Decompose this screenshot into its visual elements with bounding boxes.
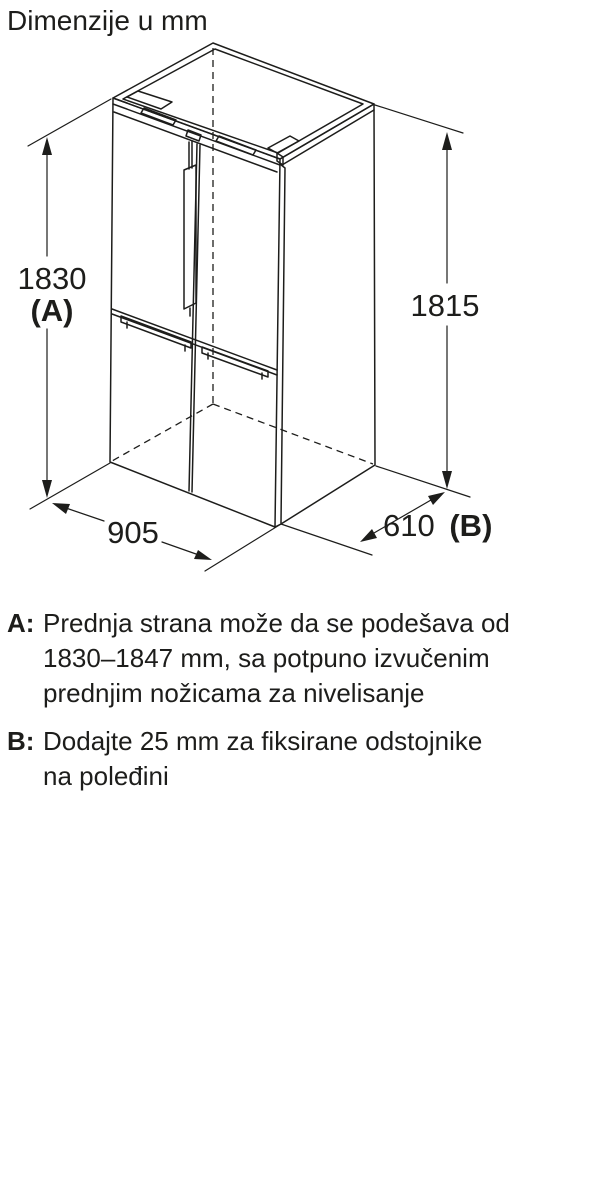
front-face [110, 98, 280, 527]
dim-height-front-value: 1830 [17, 261, 87, 296]
note-a-label: A: [7, 608, 35, 638]
note-b [7, 724, 595, 794]
arrow-905-left [52, 503, 70, 514]
arrow-1815-up [442, 132, 452, 150]
note-b-body [43, 724, 595, 794]
door-side-edge [280, 164, 285, 523]
arrow-610-right [428, 492, 445, 505]
side-face [275, 104, 375, 527]
arrow-610-left [360, 529, 377, 542]
note-a-line-3: prednjim nožicama za nivelisanje [43, 678, 425, 708]
ext-line-bottom-left [30, 463, 110, 509]
note-b-line-1: Dodajte 25 mm za fiksirane odstojnike [43, 726, 483, 756]
note-b-line-2: na poleđini [43, 761, 169, 791]
door-divider-gap [189, 144, 200, 492]
dim-depth-value: 610 [383, 508, 435, 543]
bottom-back-left-edge [112, 404, 213, 461]
arrow-1830-up [42, 137, 52, 155]
door-top-edge [114, 112, 277, 172]
note-a-body [43, 606, 595, 711]
dim-height-front-suffix: (A) [30, 293, 74, 328]
bottom-back-right-edge [213, 404, 373, 464]
dimension-labels [18, 261, 493, 550]
page-title: Dimenzije u mm [7, 5, 208, 36]
dimension-lines [28, 99, 470, 571]
arrow-1815-down [442, 471, 452, 489]
ext-line-top-right [375, 105, 463, 133]
ext-line-top-left [28, 99, 111, 146]
arrowheads [42, 132, 452, 560]
ext-line-width-front [205, 524, 281, 571]
note-a-line-1: Prednja strana može da se podešava od [43, 608, 510, 638]
arrow-1830-down [42, 480, 52, 498]
dim-height-side-value: 1815 [410, 288, 480, 323]
note-a-line-2: 1830–1847 mm, sa potpuno izvučenim [43, 643, 490, 673]
note-a [7, 606, 595, 711]
notes [7, 606, 595, 807]
dim-depth-suffix: (B) [449, 508, 493, 543]
dim-width-value: 905 [107, 515, 159, 550]
side-top-line [282, 110, 374, 165]
dim-depth-label [383, 508, 492, 543]
note-b-label: B: [7, 726, 35, 756]
fridge-drawing [110, 43, 375, 527]
ext-line-bottom-right [376, 466, 470, 497]
ext-line-depth-front [281, 524, 372, 555]
arrow-905-right [194, 550, 212, 560]
